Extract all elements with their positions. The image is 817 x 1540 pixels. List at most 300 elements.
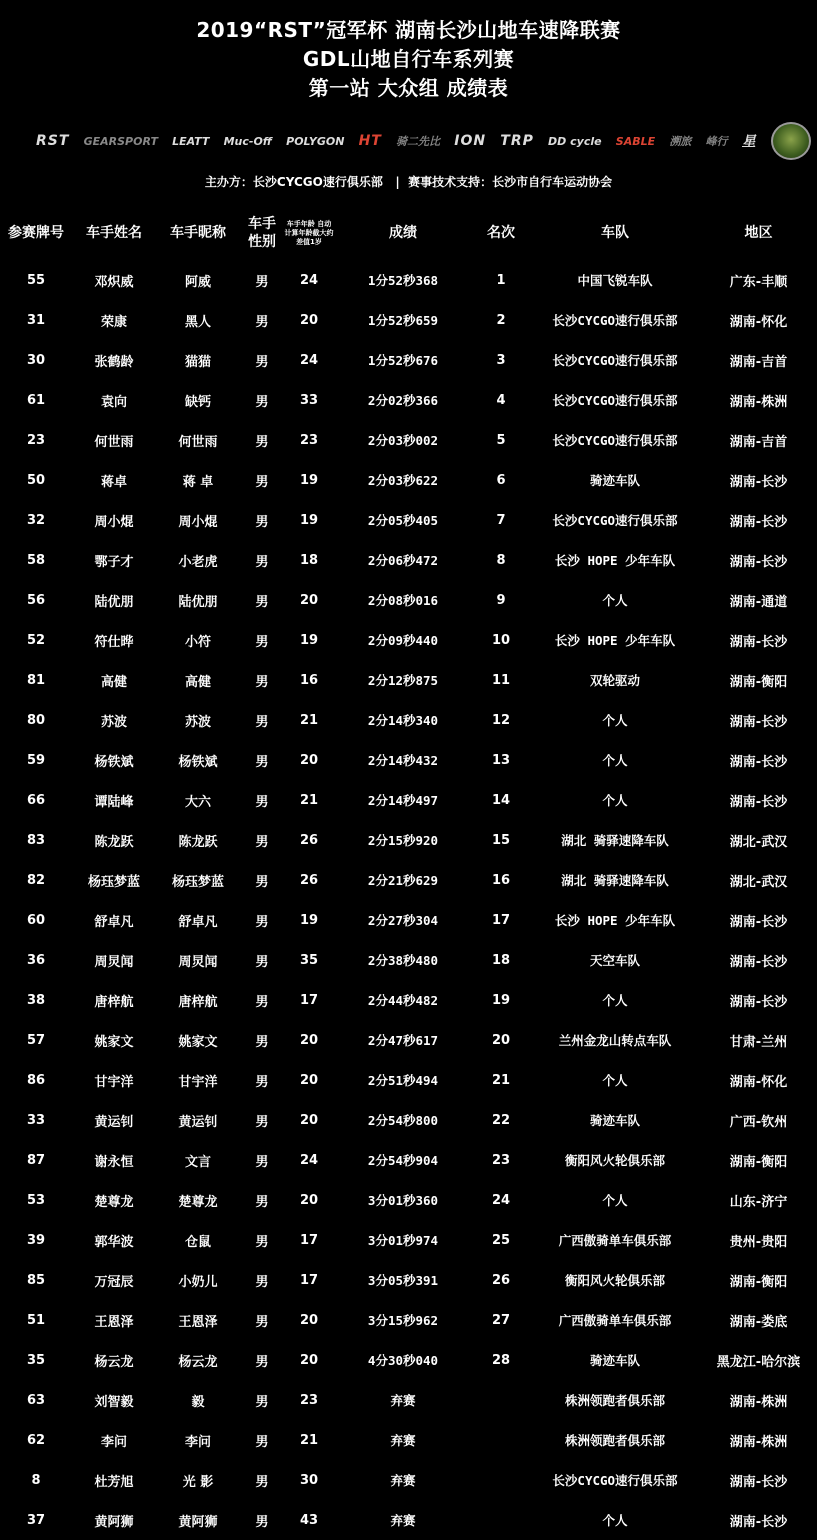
cell-name: 周小焜: [94, 514, 134, 530]
cell-region: 湖南-长沙: [729, 994, 788, 1010]
cell-region: 湖南-长沙: [729, 1514, 788, 1530]
cell-bib: 66: [26, 792, 46, 808]
cell-age: 17: [299, 992, 319, 1008]
cell-team: 衡阳风火轮俱乐部: [564, 1273, 665, 1288]
title-block: [0, 16, 817, 103]
cell-rank: 21: [491, 1072, 511, 1088]
cell-rank: 18: [491, 952, 511, 968]
table-row: [0, 780, 817, 820]
cell-nickname: 王恩泽: [178, 1314, 218, 1330]
cell-rank: [472, 1500, 530, 1540]
cell-team: 长沙CYCGO速行俱乐部: [552, 513, 678, 528]
sponsor-logo-ht: HT: [358, 133, 382, 149]
cell-gender: 男: [255, 1394, 269, 1410]
header-name: 车手姓名: [86, 225, 142, 241]
cell-team: 骑迹车队: [589, 473, 640, 488]
cell-result: 2分03秒002: [367, 433, 439, 448]
cell-nickname: 猫猫: [184, 354, 211, 370]
cell-bib: 82: [26, 872, 46, 888]
cell-bib: 31: [26, 312, 46, 328]
table-row: [0, 1100, 817, 1140]
cell-bib: 55: [26, 272, 46, 288]
cell-bib: 56: [26, 592, 46, 608]
cell-gender: 男: [255, 1274, 269, 1290]
cell-rank: 14: [491, 792, 511, 808]
cell-region: 贵州-贵阳: [729, 1234, 788, 1250]
cell-age: 21: [299, 792, 319, 808]
cell-age: 16: [299, 672, 319, 688]
cell-gender: 男: [255, 954, 269, 970]
cell-result: 弃赛: [390, 1433, 416, 1448]
cell-region: 湖南-吉首: [729, 434, 788, 450]
cell-name: 李问: [100, 1434, 127, 1450]
cell-region: 湖南-衡阳: [729, 1274, 788, 1290]
cell-bib: 87: [26, 1152, 46, 1168]
results-table: [0, 206, 817, 1540]
cell-rank: 16: [491, 872, 511, 888]
cell-name: 陆优朋: [94, 594, 134, 610]
table-body: [0, 260, 817, 1540]
cell-result: 2分02秒366: [367, 393, 439, 408]
cell-nickname: 陆优朋: [178, 594, 218, 610]
cell-bib: 81: [26, 672, 46, 688]
cell-region: 湖南-株洲: [729, 394, 788, 410]
cell-nickname: 蒋 卓: [182, 474, 214, 490]
cell-nickname: 大六: [184, 794, 211, 810]
cell-nickname: 陈龙跃: [178, 834, 218, 850]
cell-bib: 61: [26, 392, 46, 408]
cell-region: 黑龙江-哈尔滨: [716, 1354, 801, 1370]
cell-nickname: 小老虎: [178, 554, 218, 570]
cell-result: 弃赛: [390, 1393, 416, 1408]
cell-region: 湖南-通道: [729, 594, 788, 610]
cell-gender: 男: [255, 794, 269, 810]
table-row: [0, 1060, 817, 1100]
cell-age: 24: [299, 272, 319, 288]
cell-bib: 37: [26, 1512, 46, 1528]
cell-name: 蒋卓: [100, 474, 127, 490]
cell-nickname: 唐梓航: [178, 994, 218, 1010]
cell-team: 长沙 HOPE 少年车队: [554, 633, 676, 648]
cell-bib: 62: [26, 1432, 46, 1448]
cell-gender: 男: [255, 1194, 269, 1210]
table-row: [0, 1180, 817, 1220]
cell-name: 荣康: [100, 314, 127, 330]
table-row: [0, 1460, 817, 1500]
cell-gender: 男: [255, 1154, 269, 1170]
cell-rank: 11: [491, 672, 511, 688]
cell-gender: 男: [255, 314, 269, 330]
cell-region: 湖南-长沙: [729, 514, 788, 530]
table-row: [0, 1020, 817, 1060]
cell-gender: 男: [255, 874, 269, 890]
cell-name: 楚尊龙: [94, 1194, 134, 1210]
cell-name: 高健: [100, 674, 127, 690]
title-line-2: GDL山地自行车系列赛: [302, 47, 515, 71]
table-row: [0, 540, 817, 580]
cell-age: 19: [299, 472, 319, 488]
cell-rank: 19: [491, 992, 511, 1008]
cell-result: 2分44秒482: [367, 993, 439, 1008]
cell-name: 何世雨: [94, 434, 134, 450]
cell-bib: 59: [26, 752, 46, 768]
table-row: [0, 1420, 817, 1460]
cell-rank: 22: [491, 1112, 511, 1128]
cell-gender: 男: [255, 1514, 269, 1530]
cell-result: 2分21秒629: [367, 873, 439, 888]
cell-name: 黄阿狮: [94, 1514, 134, 1530]
header-nickname: 车手昵称: [170, 225, 226, 241]
cell-region: 广东-丰顺: [729, 274, 788, 290]
cell-result: 2分08秒016: [367, 593, 439, 608]
cell-age: 33: [299, 392, 319, 408]
cell-team: 湖北 骑驿速降车队: [561, 833, 669, 848]
cell-nickname: 光 影: [182, 1474, 214, 1490]
table-row: [0, 1220, 817, 1260]
cell-region: 湖北-武汉: [729, 834, 788, 850]
cell-team: 个人: [602, 793, 628, 808]
organizer-line: 主办方：长沙CYCGO速行俱乐部 | 赛事技术支持：长沙市自行车运动协会: [204, 175, 613, 189]
cell-bib: 50: [26, 472, 46, 488]
cell-rank: 4: [496, 392, 506, 408]
cell-name: 黄运钊: [94, 1114, 134, 1130]
table-row: [0, 1340, 817, 1380]
cell-nickname: 小奶儿: [178, 1274, 218, 1290]
cell-age: 19: [299, 912, 319, 928]
cell-team: 长沙 HOPE 少年车队: [554, 553, 676, 568]
cell-name: 杨云龙: [94, 1354, 134, 1370]
cell-name: 张鹤龄: [94, 354, 134, 370]
cell-team: 个人: [602, 1193, 628, 1208]
cell-region: 湖南-长沙: [729, 714, 788, 730]
cell-team: 湖北 骑驿速降车队: [561, 873, 669, 888]
cell-team: 长沙 HOPE 少年车队: [554, 913, 676, 928]
cell-team: 天空车队: [589, 953, 640, 968]
cell-age: 17: [299, 1272, 319, 1288]
cell-gender: 男: [255, 994, 269, 1010]
header-team: 车队: [601, 225, 629, 241]
cell-team: 骑迹车队: [589, 1353, 640, 1368]
cell-rank: [472, 1380, 530, 1420]
cell-nickname: 周炅闻: [178, 954, 218, 970]
cell-region: 湖南-长沙: [729, 554, 788, 570]
cell-name: 刘智毅: [94, 1394, 134, 1410]
cell-bib: 58: [26, 552, 46, 568]
title-line-3: 第一站 大众组 成绩表: [308, 76, 509, 100]
cell-result: 2分14秒497: [367, 793, 439, 808]
cell-nickname: 杨铁斌: [178, 754, 218, 770]
cell-nickname: 小符: [184, 634, 211, 650]
cell-gender: 男: [255, 1114, 269, 1130]
table-row: [0, 700, 817, 740]
cell-team: 骑迹车队: [589, 1113, 640, 1128]
cell-rank: 17: [491, 912, 511, 928]
table-row: [0, 260, 817, 300]
cell-team: 个人: [602, 753, 628, 768]
cell-result: 2分12秒875: [367, 673, 439, 688]
cell-team: 中国飞锐车队: [577, 273, 653, 288]
cell-nickname: 杨云龙: [178, 1354, 218, 1370]
cell-nickname: 黄阿狮: [178, 1514, 218, 1530]
cell-bib: 39: [26, 1232, 46, 1248]
header-bib: 参赛牌号: [8, 225, 64, 241]
cell-bib: 51: [26, 1312, 46, 1328]
table-row: [0, 900, 817, 940]
cell-gender: 男: [255, 1074, 269, 1090]
cell-nickname: 阿威: [184, 274, 211, 290]
table-row: [0, 1300, 817, 1340]
cell-gender: 男: [255, 274, 269, 290]
cell-result: 2分14秒340: [367, 713, 439, 728]
cell-team: 广西傲骑单车俱乐部: [558, 1233, 672, 1248]
cell-gender: 男: [255, 1354, 269, 1370]
cell-region: 湖南-长沙: [729, 914, 788, 930]
cell-result: 1分52秒676: [367, 353, 439, 368]
cell-bib: 38: [26, 992, 46, 1008]
cell-result: 2分38秒480: [367, 953, 439, 968]
cell-result: 弃赛: [390, 1473, 416, 1488]
cell-region: 湖南-长沙: [729, 634, 788, 650]
table-row: [0, 1380, 817, 1420]
table-row: [0, 660, 817, 700]
cell-gender: 男: [255, 714, 269, 730]
cell-rank: 3: [496, 352, 506, 368]
cell-age: 20: [299, 1192, 319, 1208]
sponsor-logo-qierxianbi: 骑二先比: [396, 135, 441, 148]
cell-name: 苏波: [100, 714, 127, 730]
cell-gender: 男: [255, 754, 269, 770]
cell-name: 万冠辰: [94, 1274, 134, 1290]
cell-rank: 2: [496, 312, 506, 328]
cell-bib: 30: [26, 352, 46, 368]
cell-rank: 25: [491, 1232, 511, 1248]
cell-region: 湖南-株洲: [729, 1434, 788, 1450]
table-row: [0, 860, 817, 900]
cell-region: 湖北-武汉: [729, 874, 788, 890]
cell-gender: 男: [255, 1234, 269, 1250]
cell-result: 1分52秒659: [367, 313, 439, 328]
cell-team: 长沙CYCGO速行俱乐部: [552, 393, 678, 408]
cell-nickname: 缺钙: [184, 394, 211, 410]
cell-nickname: 甘宇洋: [178, 1074, 218, 1090]
cell-age: 19: [299, 512, 319, 528]
cell-name: 舒卓凡: [94, 914, 134, 930]
cell-rank: 28: [491, 1352, 511, 1368]
cell-bib: 57: [26, 1032, 46, 1048]
cell-rank: 7: [496, 512, 506, 528]
cell-name: 唐梓航: [94, 994, 134, 1010]
cell-result: 2分51秒494: [367, 1073, 439, 1088]
cell-team: 个人: [602, 1073, 628, 1088]
cell-region: 湖南-长沙: [729, 474, 788, 490]
cell-result: 3分05秒391: [367, 1273, 439, 1288]
cell-region: 湖南-长沙: [729, 794, 788, 810]
cell-team: 个人: [602, 713, 628, 728]
cell-region: 湖南-长沙: [729, 1474, 788, 1490]
cell-nickname: 苏波: [184, 714, 211, 730]
cell-result: 2分27秒304: [367, 913, 439, 928]
cell-gender: 男: [255, 914, 269, 930]
cell-age: 20: [299, 1312, 319, 1328]
cell-region: 湖南-娄底: [729, 1314, 788, 1330]
cell-team: 长沙CYCGO速行俱乐部: [552, 313, 678, 328]
cell-rank: 15: [491, 832, 511, 848]
table-row: [0, 980, 817, 1020]
table-row: [0, 460, 817, 500]
sponsor-logo-sable: SABLE: [615, 134, 656, 148]
table-row: [0, 620, 817, 660]
cell-age: 26: [299, 832, 319, 848]
header-region: 地区: [744, 225, 773, 241]
cell-nickname: 何世雨: [178, 434, 218, 450]
cell-gender: 男: [255, 634, 269, 650]
cell-result: 弃赛: [390, 1513, 416, 1528]
cell-gender: 男: [255, 394, 269, 410]
cell-rank: 1: [496, 272, 506, 288]
cell-gender: 男: [255, 1314, 269, 1330]
cell-age: 20: [299, 752, 319, 768]
cell-bib: 80: [26, 712, 46, 728]
cell-result: 2分09秒440: [367, 633, 439, 648]
cell-bib: 53: [26, 1192, 46, 1208]
cell-nickname: 仓鼠: [184, 1234, 211, 1250]
sponsor-logo-ion: ION: [454, 133, 487, 149]
cell-result: 2分54秒800: [367, 1113, 439, 1128]
cell-rank: 13: [491, 752, 511, 768]
cell-name: 符仕晔: [94, 634, 134, 650]
sponsor-logo-rst: RST: [36, 133, 70, 149]
cell-region: 湖南-衡阳: [729, 1154, 788, 1170]
cell-name: 郭华波: [94, 1234, 134, 1250]
cell-result: 2分03秒622: [367, 473, 439, 488]
cell-nickname: 周小焜: [178, 514, 218, 530]
cell-name: 袁向: [100, 394, 127, 410]
table-row: [0, 1500, 817, 1540]
cell-nickname: 高健: [184, 674, 211, 690]
table-row: [0, 740, 817, 780]
table-row: [0, 580, 817, 620]
cell-gender: 男: [255, 594, 269, 610]
table-row: [0, 1140, 817, 1180]
cell-age: 18: [299, 552, 319, 568]
cell-rank: 6: [496, 472, 506, 488]
cell-region: 湖南-株洲: [729, 1394, 788, 1410]
cell-age: 26: [299, 872, 319, 888]
cell-gender: 男: [255, 1474, 269, 1490]
cell-name: 鄂子才: [94, 554, 134, 570]
sponsor-logo-gearsport: GEARSPORT: [83, 134, 158, 148]
cell-region: 湖南-吉首: [729, 354, 788, 370]
sponsor-logo-dd-cycle: DD cycle: [548, 134, 602, 148]
sponsor-logo-trp: TRP: [500, 133, 534, 149]
cell-name: 陈龙跃: [94, 834, 134, 850]
cell-nickname: 杨珏梦蓝: [171, 874, 224, 890]
table-row: [0, 420, 817, 460]
sponsor-logo-fengxing: 峰行: [705, 135, 728, 148]
cell-name: 杨铁斌: [94, 754, 134, 770]
table-row: [0, 500, 817, 540]
cell-result: 3分01秒974: [367, 1233, 439, 1248]
cell-region: 湖南-衡阳: [729, 674, 788, 690]
cell-age: 21: [299, 1432, 319, 1448]
cell-age: 24: [299, 1152, 319, 1168]
cell-rank: 20: [491, 1032, 511, 1048]
cell-region: 广西-钦州: [729, 1114, 788, 1130]
cell-name: 谭陆峰: [94, 794, 134, 810]
cell-age: 20: [299, 1072, 319, 1088]
table-row: [0, 300, 817, 340]
cell-gender: 男: [255, 434, 269, 450]
cell-age: 20: [299, 1112, 319, 1128]
cell-team: 双轮驱动: [589, 673, 640, 688]
cell-nickname: 姚家文: [178, 1034, 218, 1050]
cell-bib: 8: [31, 1472, 41, 1488]
cell-name: 杨珏梦蓝: [87, 874, 140, 890]
cell-bib: 60: [26, 912, 46, 928]
cell-nickname: 毅: [191, 1394, 205, 1410]
cell-rank: 23: [491, 1152, 511, 1168]
cell-nickname: 李问: [184, 1434, 211, 1450]
cell-name: 邓炽威: [94, 274, 134, 290]
cell-gender: 男: [255, 474, 269, 490]
cell-bib: 63: [26, 1392, 46, 1408]
cell-rank: [472, 1420, 530, 1460]
cell-rank: 8: [496, 552, 506, 568]
cell-region: 湖南-怀化: [729, 314, 788, 330]
cell-age: 24: [299, 352, 319, 368]
cell-bib: 83: [26, 832, 46, 848]
cell-age: 20: [299, 1352, 319, 1368]
cell-name: 王恩泽: [94, 1314, 134, 1330]
title-line-1: 2019“RST”冠军杯 湖南长沙山地车速降联赛: [196, 18, 621, 42]
cell-nickname: 黑人: [184, 314, 211, 330]
table-row: [0, 820, 817, 860]
cell-result: 2分05秒405: [367, 513, 439, 528]
cell-name: 甘宇洋: [94, 1074, 134, 1090]
cell-age: 30: [299, 1472, 319, 1488]
cell-rank: [472, 1460, 530, 1500]
cell-region: 湖南-长沙: [729, 754, 788, 770]
cell-age: 19: [299, 632, 319, 648]
table-row: [0, 940, 817, 980]
cell-age: 35: [299, 952, 319, 968]
cell-nickname: 黄运钊: [178, 1114, 218, 1130]
cell-result: 3分15秒962: [367, 1313, 439, 1328]
cell-region: 湖南-长沙: [729, 954, 788, 970]
sponsor-logo-muc-off: Muc-Off: [223, 134, 272, 148]
cell-name: 周炅闻: [94, 954, 134, 970]
cell-age: 20: [299, 1032, 319, 1048]
cell-team: 个人: [602, 593, 628, 608]
cell-bib: 52: [26, 632, 46, 648]
cell-team: 广西傲骑单车俱乐部: [558, 1313, 672, 1328]
sponsor-logo-badge: [771, 122, 811, 160]
cell-rank: 24: [491, 1192, 511, 1208]
cell-gender: 男: [255, 354, 269, 370]
cell-gender: 男: [255, 1034, 269, 1050]
cell-bib: 85: [26, 1272, 46, 1288]
cell-name: 谢永恒: [94, 1154, 134, 1170]
cell-age: 21: [299, 712, 319, 728]
cell-name: 杜芳旭: [94, 1474, 134, 1490]
cell-age: 20: [299, 592, 319, 608]
cell-bib: 86: [26, 1072, 46, 1088]
table-row: [0, 380, 817, 420]
cell-team: 个人: [602, 1513, 628, 1528]
cell-nickname: 楚尊龙: [178, 1194, 218, 1210]
cell-age: 20: [299, 312, 319, 328]
cell-bib: 35: [26, 1352, 46, 1368]
